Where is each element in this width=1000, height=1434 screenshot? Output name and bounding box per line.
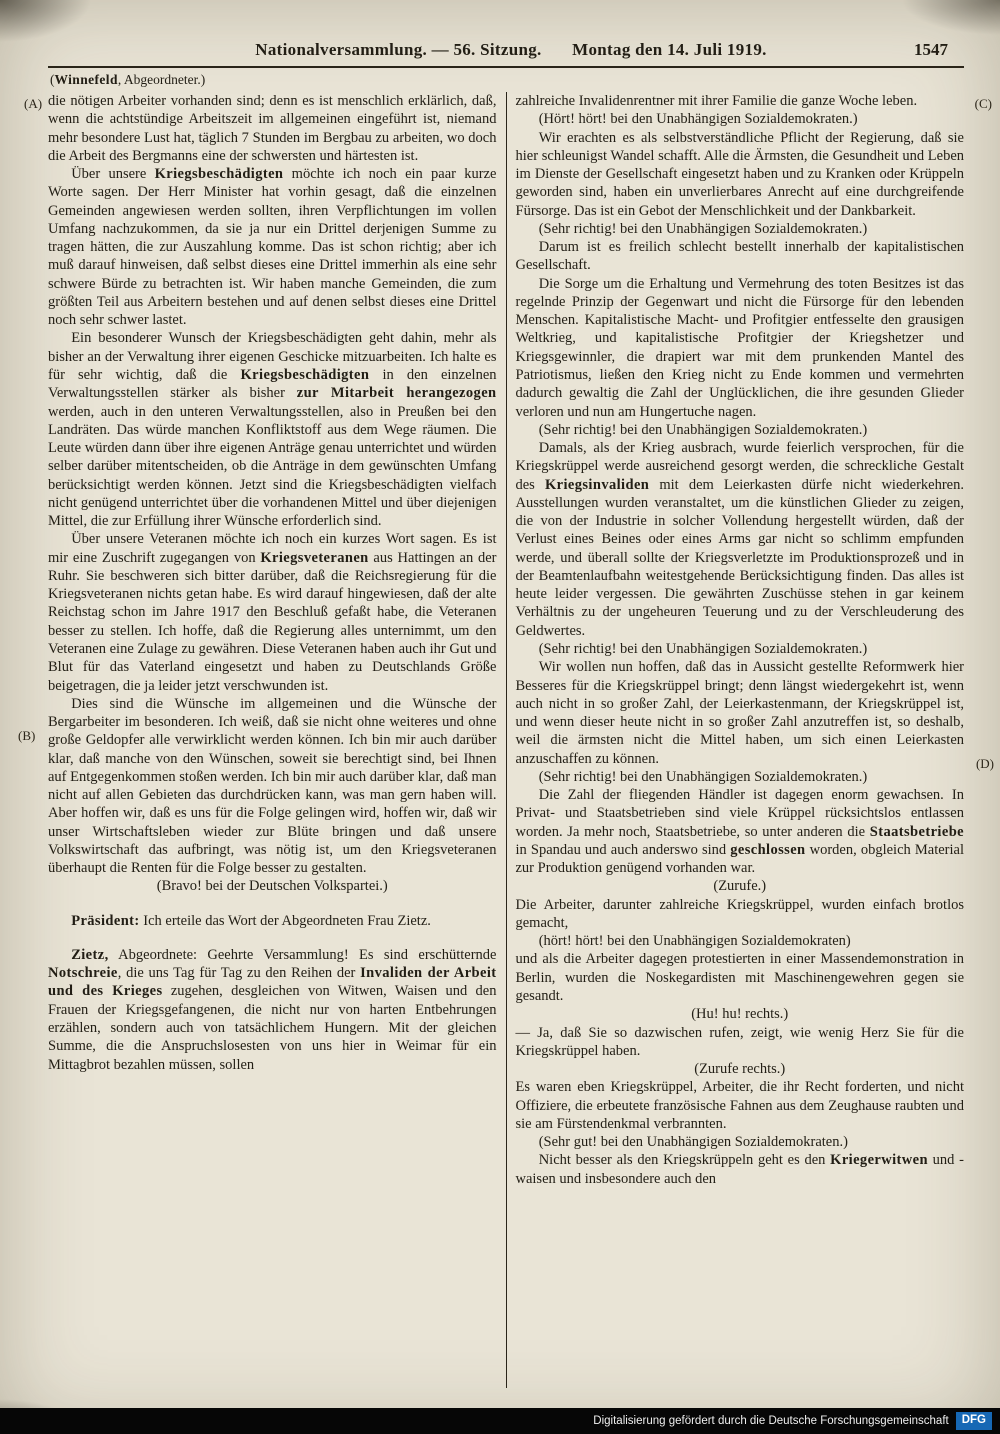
right-column <box>516 92 965 1388</box>
text-segment: (Sehr gut! bei den Unabhängigen Sozialdemokraten.) <box>538 1134 848 1151</box>
text-segment: Abgeordnete: Geehrte Versammlung! Es sind erschütternde <box>108 946 497 963</box>
text-segment: Nicht besser als den Kriegskrüppeln geht es den <box>538 1152 831 1169</box>
paragraph <box>516 896 965 933</box>
emphasized-text: Kriegsbeschädigten <box>240 366 370 383</box>
interjection <box>516 877 965 895</box>
page-number: 1547 <box>914 40 948 59</box>
page-header <box>70 40 952 60</box>
text-segment: Die Zahl der fliegenden Händler ist dagegen enorm gewachsen. In Privat- und Staatsbetrieben sind viele Krüppel rücksichtslos entlassen worden. Ja mehr noch, Staatsbetriebe, so unter anderen die <box>515 787 964 840</box>
margin-marker-b: (B) <box>18 728 36 743</box>
paragraph <box>516 275 965 421</box>
emphasized-text: Zietz, <box>71 946 109 963</box>
interjection <box>516 1060 965 1078</box>
text-segment: zugehen, desgleichen von Witwen, Waisen und den Frauen der Kriegsgefangenen, die nicht nur von harten Entbehrungen erzählen, sondern auch von tatsächlichem Hungern. Mit der gleichen Summe, die die Anspruchslosesten von uns hier in Weimar für ein Mittagbrot bezahlen müssen, sollen <box>48 983 497 1073</box>
interjection <box>48 877 497 895</box>
text-segment: mit dem Leierkasten dürfe nicht wiederkehren. Ausstellungen wurden veranstaltet, um die künstlichen Glieder zu zeigen, die von der Industrie in solcher Vollendung hergestellt würden, daß der Verlust eines Beines oder eines Arms gar nicht so schlimm empfunden werde, und überall sollte der Kriegsverletzte im Produktionsprozeß und in der Beamtenlaufbahn weitestgehende Berücksichtigung finden. Das alles ist heute leider vergessen. Die gewährten Zuschüsse stehen in gar keinem Verhältnis zu der ungeheuren Teuerung und zu der Verschleuderung des Geldwertes. <box>515 476 964 639</box>
text-segment: Darum ist es freilich schlecht bestellt innerhalb der kapitalistischen Gesellschaft. <box>515 239 964 274</box>
text-segment: und -waisen und insbesondere auch den <box>515 1152 964 1187</box>
emphasized-text: Kriegerwitwen <box>830 1152 928 1169</box>
text-segment: in Spandau und auch anderswo sind <box>515 841 731 858</box>
text-segment: möchte ich noch ein paar kurze Worte sagen. Der Herr Minister hat vorhin gesagt, daß die einzelnen Gemeinden angewiesen werden sollten, ihren Verpflichtungen im vollen Umfang nachzukommen, da sie ja nur ein Drittel derjenigen Summe zu tragen hätten, die zur Auszahlung komme. Das ist schon richtig; aber ich muß darauf hinweisen, daß selbst dieses eine Drittel immerhin als eine sehr schwere Bürde zu betrachten ist. Wir haben manche Gemeinden, die zum größten Teil aus Arbeitern bestehen und auf denen selbst dieses eine Drittel noch sehr schwer lastet. <box>48 166 497 329</box>
paragraph <box>516 129 965 220</box>
column-divider <box>506 92 507 1388</box>
digitization-credit-text: Digitalisierung gefördert durch die Deutsche Forschungsgemeinschaft <box>593 1415 949 1427</box>
emphasized-text: Kriegsbeschädigten <box>154 166 284 183</box>
paragraph <box>48 530 497 694</box>
text-segment: Dies sind die Wünsche im allgemeinen und die Wünsche der Bergarbeiter im besonderen. Ich weiß, daß sie nicht ohne weiteres und ohne große Geldopfer alle verwirklicht werden können. Ich bin mir auch darüber klar, daß manche von den Wünschen, soweit sie berechtigt sind, bei Ihnen auf Entgegenkommen stoßen werden. Ich bin mir auch darüber klar, daß man nicht auf allen Gebieten das durchdrücken kann, was man gern haben will. Aber hoffen wir, daß es uns für die Folge gelingen wird, hoffen wir, daß wir unser Wirtschaftsleben wieder zur Blüte bringen und daß unsere Volkswirtschaft das aufbringt, was nötig ist, um den Kriegsveteranen überhaupt die Renten für die Folge besser zu gestalten. <box>48 695 497 877</box>
text-segment: zahlreiche Invalidenrentner mit ihrer Familie die ganze Woche leben. <box>515 93 918 109</box>
emphasized-text: Präsident: <box>71 912 140 929</box>
paragraph <box>48 912 497 930</box>
text-segment: , die uns Tag für Tag zu den Reihen der <box>117 965 361 982</box>
text-segment: Die Arbeiter, darunter zahlreiche Kriegskrüppel, wurden einfach brotlos gemacht, <box>515 896 964 931</box>
margin-marker-c: (C) <box>974 96 992 111</box>
emphasized-text: geschlossen <box>730 841 806 858</box>
text-segment: in den einzelnen Verwaltungsstellen stärker als bisher <box>48 366 497 402</box>
text-segment: Es waren eben Kriegskrüppel, Arbeiter, die ihr Recht forderten, und nicht Offiziere, die erbeutete französische Fahnen aus dem Zeughause raubten und sie am Fürstendenkmal verbrannten. <box>515 1079 964 1132</box>
session-title: Nationalversammlung. — 56. Sitzung. <box>255 40 542 59</box>
text-segment: (Sehr richtig! bei den Unabhängigen Sozialdemokraten.) <box>538 640 868 657</box>
text-columns <box>48 92 964 1388</box>
text-segment: (Sehr richtig! bei den Unabhängigen Sozialdemokraten.) <box>538 220 868 237</box>
paragraph <box>516 92 965 110</box>
text-segment: Damals, als der Krieg ausbrach, wurde feierlich versprochen, für die Kriegskrüppel werde ausreichend gesorgt werden, die schreckliche Gestalt des <box>515 440 964 493</box>
text-segment: (Hu! hu! rechts.) <box>691 1006 789 1023</box>
emphasized-text: Staatsbetriebe <box>869 823 964 840</box>
text-segment: und als die Arbeiter dagegen protestierten in einer Massendemonstration in Berlin, wurden die Noskegardisten mit Maschinengewehren gegen sie gesandt. <box>515 951 964 1005</box>
text-segment: Über unsere Veteranen möchte ich noch ein kurzes Wort sagen. Es ist mir eine Zuschrift zugegangen von <box>48 531 497 566</box>
paragraph <box>516 1151 965 1188</box>
text-segment: (Zurufe.) <box>713 878 767 895</box>
paragraph <box>516 421 965 439</box>
text-segment: (Sehr richtig! bei den Unabhängigen Sozialdemokraten.) <box>538 768 868 785</box>
paragraph <box>48 92 497 165</box>
emphasized-text: Notschreie <box>48 965 118 982</box>
paragraph <box>48 695 497 878</box>
text-segment: , Abgeordneter.) <box>117 72 206 87</box>
speaker-continuation-note <box>50 72 205 88</box>
paragraph <box>516 220 965 238</box>
paragraph <box>48 165 497 329</box>
text-segment: (Bravo! bei der Deutschen Volkspartei.) <box>156 878 388 895</box>
text-segment: Wir wollen nun hoffen, daß das in Aussicht gestellte Reformwerk hier Besseres für die Kriegskrüppel bringt; denn längst wiedergekehrt ist, wenn auch nicht in so großer Zahl, der Leierkastenmann, der Kriegskrüppel ist, und wenn dieser heute nicht in so großer Zahl anzutreffen ist, so deshalb, weil die ärmsten nicht die Mittel haben, um sich einen Leierkasten anzuschaffen zu können. <box>515 659 964 767</box>
paragraph <box>516 786 965 877</box>
text-segment: Ein besonderer Wunsch der Kriegsbeschädigten geht dahin, mehr als bisher an der Verwaltung ihrer eigenen Geschicke mitzuarbeiten. Ich halte es für sehr wichtig, daß die <box>48 330 497 383</box>
emphasized-text: Kriegsinvaliden <box>544 476 650 493</box>
paragraph <box>48 329 497 530</box>
left-column <box>48 92 497 1388</box>
interjection <box>516 1005 965 1023</box>
text-segment: Wir erachten es als selbstverständliche Pflicht der Regierung, daß sie hier schleunigst Wandel schafft. Alle die Ärmsten, die Gesundheit und Leben im Dienste der Gesellschaft eingesetzt haben und zu Kranken oder Krüppeln geworden sind, haben ein unverlierbares Anrecht auf eine durchgreifende Fürsorge. Das ist ein Gebot der Menschlichkeit und der Dankbarkeit. <box>515 129 964 219</box>
session-date: Montag den 14. Juli 1919. <box>572 40 767 59</box>
emphasized-text: Winnefeld <box>54 72 118 87</box>
margin-marker-d: (D) <box>975 756 994 771</box>
paragraph <box>516 768 965 786</box>
paragraph <box>48 946 497 1074</box>
text-segment: ( <box>50 72 55 87</box>
paragraph <box>516 932 965 950</box>
text-segment: (Hört! hört! bei den Unabhängigen Sozialdemokraten.) <box>538 111 858 128</box>
paragraph <box>516 1133 965 1151</box>
paragraph <box>516 238 965 275</box>
text-segment: (Sehr richtig! bei den Unabhängigen Sozialdemokraten.) <box>538 421 868 438</box>
text-segment: (hört! hört! bei den Unabhängigen Sozialdemokraten) <box>538 933 851 950</box>
text-segment: die nötigen Arbeiter vorhanden sind; denn es ist menschlich erklärlich, daß, wenn die achtstündige Arbeitszeit im allgemeinen eingeführt ist, niemand mehr besondere Lust hat, täglich 7 Stunden im Bergbau zu arbeiten, wo doch die Arbeit des Bergmanns eine der schwersten und härtesten ist. <box>48 93 497 164</box>
paragraph <box>516 658 965 768</box>
paragraph <box>516 950 965 1005</box>
emphasized-text: Kriegsveteranen <box>260 549 369 566</box>
text-segment: werden, auch in den unteren Verwaltungsstellen, also in Preußen bei den Landräten. Das würde manchen Konfliktstoff aus dem Wege räumen. Die Leute würden dann über ihre eigenen Anträge genau unterrichtet und würden selber darüber mitentscheiden, ob die Anträge in dem gewünschten Umfang berücksichtigt werden können. Jetzt sind die Kriegsbeschädigten vielfach nicht genügend unterrichtet über die vorhandenen Mittel und über diejenigen Mittel, die zur Erfüllung ihrer Wünsche erforderlich sind. <box>48 403 497 530</box>
text-segment: worden, obgleich Material zur Produktion genügend vorhanden war. <box>515 841 964 877</box>
digitization-footer <box>0 1408 1000 1434</box>
paragraph <box>516 640 965 658</box>
margin-marker-a: (A) <box>24 96 43 111</box>
emphasized-text: zur Mitarbeit herangezogen <box>296 385 497 402</box>
paragraph <box>516 1024 965 1061</box>
paragraph <box>516 1078 965 1133</box>
text-segment: Ich erteile das Wort der Abgeordneten Frau Zietz. <box>139 912 431 929</box>
dfg-logo: DFG <box>956 1412 992 1430</box>
paragraph <box>516 439 965 640</box>
paragraph <box>516 110 965 128</box>
header-rule <box>48 66 964 68</box>
text-segment: Über unsere <box>71 166 155 183</box>
emphasized-text: Invaliden der Arbeit und des Krieges <box>48 965 497 1000</box>
text-segment: — Ja, daß Sie so dazwischen rufen, zeigt, wie wenig Herz Sie für die Kriegskrüppel haben. <box>515 1024 964 1059</box>
text-segment: Die Sorge um die Erhaltung und Vermehrung des toten Besitzes ist das regelnde Prinzip der Gegenwart und nicht die Fürsorge für den lebenden Menschen. Kapitalistische Macht- und Profitgier entfesselte den grausigen Weltkrieg, und kapitalistische Profitgier der Kriegshetzer und Kriegsgewinnler, die drapiert war mit dem prunkenden Mantel des Patriotismus, ließen den Krieg nicht zu Ende kommen und vermehrten dadurch gewaltig die Zahl der Unglücklichen, die ihre gesunden Glieder verloren und nun am Hungertuche nagen. <box>515 275 964 420</box>
text-segment: aus Hattingen an der Ruhr. Sie beschweren sich bitter darüber, daß die Reichsregierung für die Kriegsveteranen nichts getan habe. Es wird darauf hingewiesen, daß der alte Reichstag schon im Jahre 1917 den Beschluß gefaßt habe, die Veteranen besser zu stellen. Ich hoffe, daß die Regierung alles unternimmt, um den Veteranen eine Zulage zu gewähren. Diese Veteranen haben auch ihr Gut und Blut für das Vaterland eingesetzt und haben zu Deutschlands Größe beigetragen, die ja leider jetzt verschwunden ist. <box>48 549 497 694</box>
text-segment: (Zurufe rechts.) <box>694 1061 786 1078</box>
